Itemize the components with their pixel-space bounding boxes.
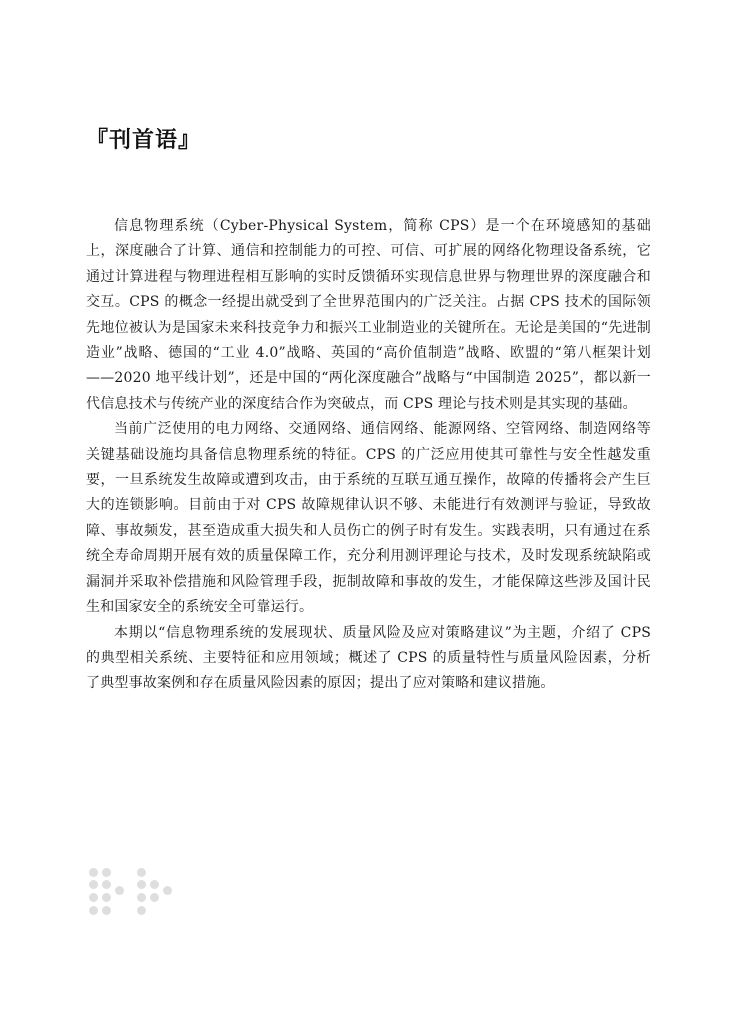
ornament-dot	[137, 880, 146, 889]
ornament-dot	[89, 893, 98, 902]
ornament-dot	[115, 886, 124, 895]
paragraph-3: 本期以“信息物理系统的发展现状、质量风险及应对策略建议”为主题，介绍了 CPS 的典型相关系统、主要特征和应用领域；概述了 CPS 的质量特性与质量风险因素，分析了典型事故案例和存在质量风险因素的原因；提出了应对策略和建议措施。	[86, 624, 651, 692]
dot-grid-ornament-icon	[87, 866, 187, 926]
ornament-dot	[137, 893, 146, 902]
ornament-dot	[89, 906, 98, 915]
ornament-dot	[137, 906, 146, 915]
ornament-dot	[150, 880, 159, 889]
paragraph-1: 信息物理系统（Cyber-Physical System，简称 CPS）是一个在环境感知的基础上，深度融合了计算、通信和控制能力的可控、可信、可扩展的网络化物理设备系统，它通过计算进程与物理进程相互影响的实时反馈循环实现信息世界与物理世界的深度融合和交互。CPS 的概念一经提出就受到了全世界范围内的广泛关注。占据 CPS 技术的国际领先地位被认为是国家未来科技竞争力和振兴工业制造业的关键所在。无论是美国的“先进制造业”战略、德国的“工业 4.0”战略、英国的“高价值制造”战略、欧盟的“第八框架计划——2020 地平线计划”，还是中国的“两化深度融合”战略与“中国制造 2025”，都以新一代信息技术与传统产业的深度结合作为突破点，而 CPS 理论与技术则是其实现的基础。	[86, 218, 651, 412]
page-heading: 『刊首语』	[86, 127, 202, 153]
ornament-dot	[102, 906, 111, 915]
paragraph-2: 当前广泛使用的电力网络、交通网络、通信网络、能源网络、空管网络、制造网络等关键基础设施均具备信息物理系统的特征。CPS 的广泛应用使其可靠性与安全性越发重要，一旦系统发生故障或遭到攻击，由于系统的互联互通互操作，故障的传播将会产生巨大的连锁影响。目前由于对 CPS 故障规律认识不够、未能进行有效测评与验证，导致故障、事故频发，甚至造成重大损失和人员伤亡的例子时有发生。实践表明，只有通过在系统全寿命周期开展有效的质量保障工作，充分利用测评理论与技术，及时发现系统缺陷或漏洞并采取补偿措施和风险管理手段，扼制故障和事故的发生，才能保障这些涉及国计民生和国家安全的系统安全可靠运行。	[86, 421, 651, 616]
ornament-dot	[163, 886, 172, 895]
ornament-dot	[89, 868, 98, 877]
ornament-dot	[102, 893, 111, 902]
body-text	[86, 214, 651, 697]
ornament-dot	[137, 868, 146, 877]
ornament-dot	[102, 880, 111, 889]
ornament-dot	[89, 880, 98, 889]
ornament-dot	[102, 868, 111, 877]
ornament-dot	[150, 893, 159, 902]
